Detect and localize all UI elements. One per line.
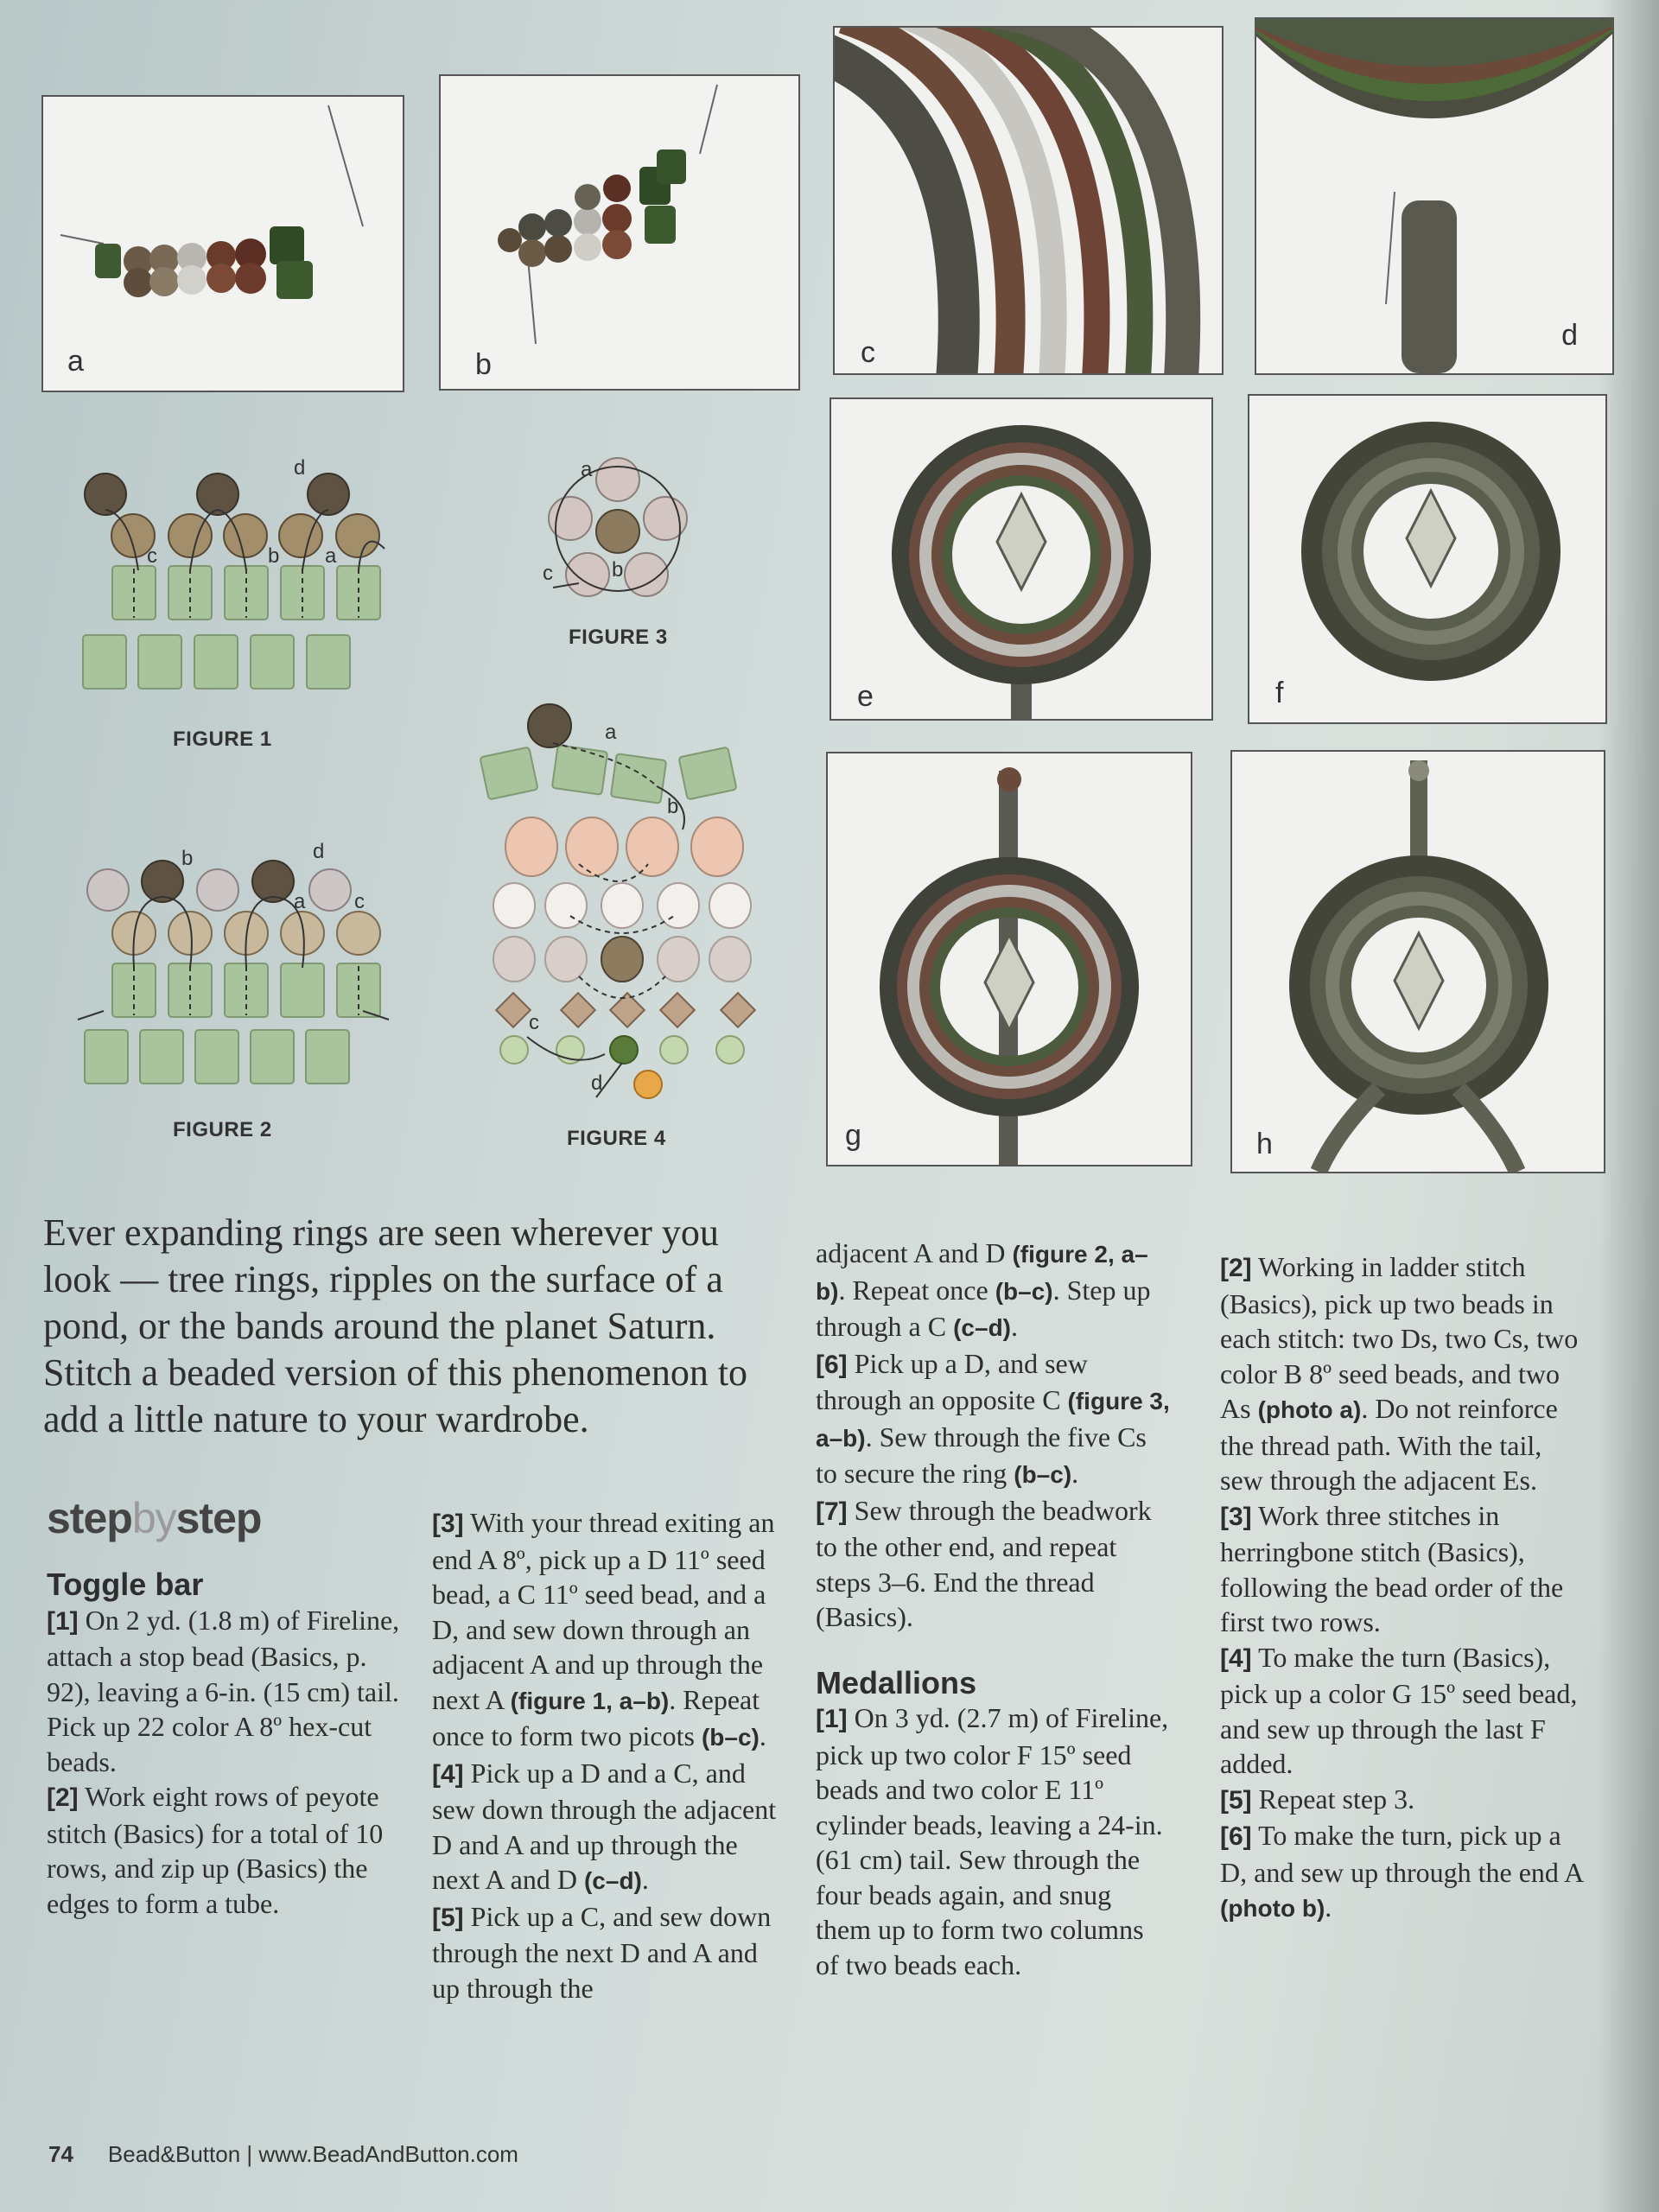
figure-label: b bbox=[667, 795, 679, 818]
photo-f bbox=[1248, 394, 1607, 724]
step-text: Repeat step 3. bbox=[1251, 1783, 1415, 1815]
step-text: To make the turn (Basics), pick up a color G 15º seed bead, and sew up through the last F added. bbox=[1220, 1641, 1578, 1779]
figure-label: d bbox=[313, 840, 325, 863]
step-5-continued bbox=[816, 1236, 1170, 1346]
footer-text: Bead&Button | www.BeadAndButton.com bbox=[107, 2141, 518, 2167]
figure-label: b bbox=[268, 544, 280, 568]
step-number: [4] bbox=[432, 1759, 464, 1789]
figure-label: c bbox=[354, 890, 365, 913]
figure-label: c bbox=[543, 562, 553, 585]
step-4 bbox=[432, 1756, 786, 1899]
figure-caption: FIGURE 1 bbox=[173, 728, 272, 751]
intro-paragraph: Ever expanding rings are seen wherever you look — tree rings, ripples on the surface of a pond, or the bands around the planet Saturn. Stitch a beaded version of this phenomenon to add a little nature to your wardrobe. bbox=[43, 1211, 748, 1440]
figure-ref: (figure 3, a–b) bbox=[816, 1388, 1170, 1452]
photo-label: h bbox=[1256, 1128, 1273, 1160]
step-number: [5] bbox=[432, 1903, 464, 1932]
photo-label: a bbox=[67, 345, 84, 378]
medallion-step-5 bbox=[1220, 1782, 1583, 1819]
figure-ref: (c–d) bbox=[953, 1314, 1011, 1341]
step-number: [5] bbox=[1220, 1785, 1252, 1815]
figure-label: c bbox=[529, 1011, 539, 1034]
step-number: [3] bbox=[432, 1510, 464, 1538]
figure-label: d bbox=[591, 1071, 603, 1095]
figure-ref: (b–c) bbox=[701, 1724, 760, 1751]
step-text: . bbox=[1071, 1458, 1079, 1489]
figure-label: b bbox=[612, 558, 624, 582]
step-text: Work eight rows of peyote stitch (Basics) for a total of 10 rows, and zip up (Basics) the edges to form a tube. bbox=[47, 1781, 384, 1919]
step-text: . Sew through the five Cs to secure the ring bbox=[816, 1421, 1147, 1489]
step-3 bbox=[432, 1505, 786, 1756]
figure-label: d bbox=[294, 456, 306, 480]
step-number: [2] bbox=[1220, 1254, 1252, 1282]
step-text: On 2 yd. (1.8 m) of Fireline, attach a stop bead (Basics, p. 92), leaving a 6-in. (15 cm) tail. Pick up 22 color A 8º hex-cut beads. bbox=[47, 1604, 400, 1777]
figure-ref: (figure 2, a–b) bbox=[816, 1241, 1148, 1305]
step-number: [1] bbox=[47, 1606, 79, 1636]
section-heading-medallions: Medallions bbox=[816, 1664, 977, 1700]
medallion-step-1 bbox=[816, 1700, 1170, 1982]
step-text: Pick up a D and a C, and sew down through the adjacent D and A and up through the next A and D bbox=[432, 1757, 777, 1895]
step-number: [1] bbox=[816, 1705, 848, 1733]
step-text: Pick up a D, and sew through an opposite C bbox=[816, 1347, 1088, 1415]
figure-4 bbox=[475, 691, 786, 1158]
step-text: Pick up a C, and sew down through the next D and A and up through the bbox=[432, 1900, 772, 2004]
figure-caption: FIGURE 3 bbox=[569, 626, 668, 649]
step-text: adjacent A and D bbox=[816, 1237, 1013, 1268]
step-text: With your thread exiting an end A 8º, pick up a D 11º seed bead, a C 11º seed bead, and a D, and sew down through an adjacent A and up through the next A bbox=[432, 1507, 775, 1715]
step-text: . Do not reinforce the thread path. With the tail, sew through the adjacent Es. bbox=[1220, 1393, 1558, 1496]
photo-d bbox=[1255, 17, 1614, 375]
photo-a bbox=[41, 95, 404, 392]
figure-label: c bbox=[147, 544, 157, 568]
step-text: . bbox=[1325, 1891, 1332, 1923]
photo-h bbox=[1230, 750, 1605, 1173]
photo-c bbox=[833, 26, 1224, 375]
step-text: Working in ladder stitch (Basics), pick up two beads in each stitch: two Ds, two Cs, two color B 8º seed beads, and two As bbox=[1220, 1251, 1579, 1424]
photo-b bbox=[439, 74, 800, 391]
figure-caption: FIGURE 4 bbox=[567, 1127, 666, 1150]
step-number: [4] bbox=[1220, 1643, 1252, 1673]
photo-label: e bbox=[857, 680, 874, 713]
figure-2 bbox=[69, 840, 415, 1141]
step-5 bbox=[432, 1899, 786, 2006]
photo-ref: (photo b) bbox=[1220, 1895, 1325, 1922]
column-1 bbox=[47, 1560, 401, 1921]
step-text: . bbox=[1011, 1311, 1018, 1342]
step-text: . Repeat once bbox=[838, 1274, 995, 1306]
step-number: [7] bbox=[816, 1497, 848, 1526]
step-number: [3] bbox=[1220, 1502, 1252, 1531]
step-text: . Step up through a C bbox=[816, 1274, 1151, 1342]
logo-part: step bbox=[175, 1494, 262, 1542]
figure-ref: (b–c) bbox=[1014, 1461, 1072, 1488]
medallion-step-6 bbox=[1220, 1818, 1583, 1927]
logo-part: step bbox=[47, 1494, 132, 1542]
figure-label: a bbox=[325, 544, 337, 568]
step-number: [6] bbox=[816, 1350, 848, 1379]
step-2 bbox=[47, 1779, 401, 1921]
step-number: [2] bbox=[47, 1783, 79, 1812]
step-text: Work three stitches in herringbone stitch (Basics), following the bead order of the first two rows. bbox=[1220, 1499, 1564, 1637]
photo-label: g bbox=[845, 1119, 861, 1152]
figure-label: b bbox=[181, 847, 194, 870]
photo-e bbox=[830, 397, 1213, 721]
section-heading-toggle-bar: Toggle bar bbox=[47, 1567, 204, 1602]
step-text: Sew through the beadwork to the other end, and repeat steps 3–6. End the thread (Basics). bbox=[816, 1494, 1152, 1632]
photo-label: c bbox=[861, 336, 875, 369]
photo-g bbox=[826, 752, 1192, 1166]
figure-label: a bbox=[581, 458, 593, 481]
figure-ref: (figure 1, a–b) bbox=[510, 1687, 670, 1714]
column-2 bbox=[432, 1505, 786, 2005]
step-text: On 3 yd. (2.7 m) of Fireline, pick up two color F 15º seed beads and two color E 11º cylinder beads, leaving a 24-in. (61 cm) tail. Sew through the four beads again, and snug them up to form two columns of two beads each. bbox=[816, 1702, 1169, 1980]
logo-part: by bbox=[131, 1494, 176, 1542]
step-text: To make the turn, pick up a D, and sew up through the end A bbox=[1220, 1820, 1583, 1888]
step-1 bbox=[47, 1603, 401, 1780]
step-6 bbox=[816, 1346, 1170, 1493]
figure-ref: (c–d) bbox=[583, 1867, 642, 1894]
step-by-step-logo bbox=[47, 1493, 261, 1543]
figure-label: a bbox=[294, 890, 306, 913]
medallion-step-3 bbox=[1220, 1498, 1583, 1640]
step-number: [6] bbox=[1220, 1822, 1252, 1851]
figure-1 bbox=[60, 458, 406, 752]
photo-label: f bbox=[1275, 677, 1284, 709]
figure-caption: FIGURE 2 bbox=[173, 1118, 272, 1141]
photo-ref: (photo a) bbox=[1257, 1396, 1362, 1423]
column-3 bbox=[816, 1236, 1170, 1982]
step-7 bbox=[816, 1493, 1170, 1635]
column-4 bbox=[1220, 1249, 1583, 1927]
medallion-step-4 bbox=[1220, 1640, 1583, 1782]
figure-ref: (b–c) bbox=[995, 1277, 1053, 1305]
page-footer bbox=[48, 2141, 518, 2168]
step-text: . Repeat once to form two picots bbox=[432, 1683, 760, 1751]
photo-label: d bbox=[1561, 319, 1578, 352]
medallion-step-2 bbox=[1220, 1249, 1583, 1498]
figure-3 bbox=[527, 449, 717, 657]
step-text: . bbox=[641, 1864, 649, 1895]
step-text: . bbox=[759, 1720, 766, 1751]
page-number: 74 bbox=[48, 2141, 73, 2167]
figure-label: a bbox=[605, 721, 617, 744]
photo-label: b bbox=[475, 348, 492, 381]
